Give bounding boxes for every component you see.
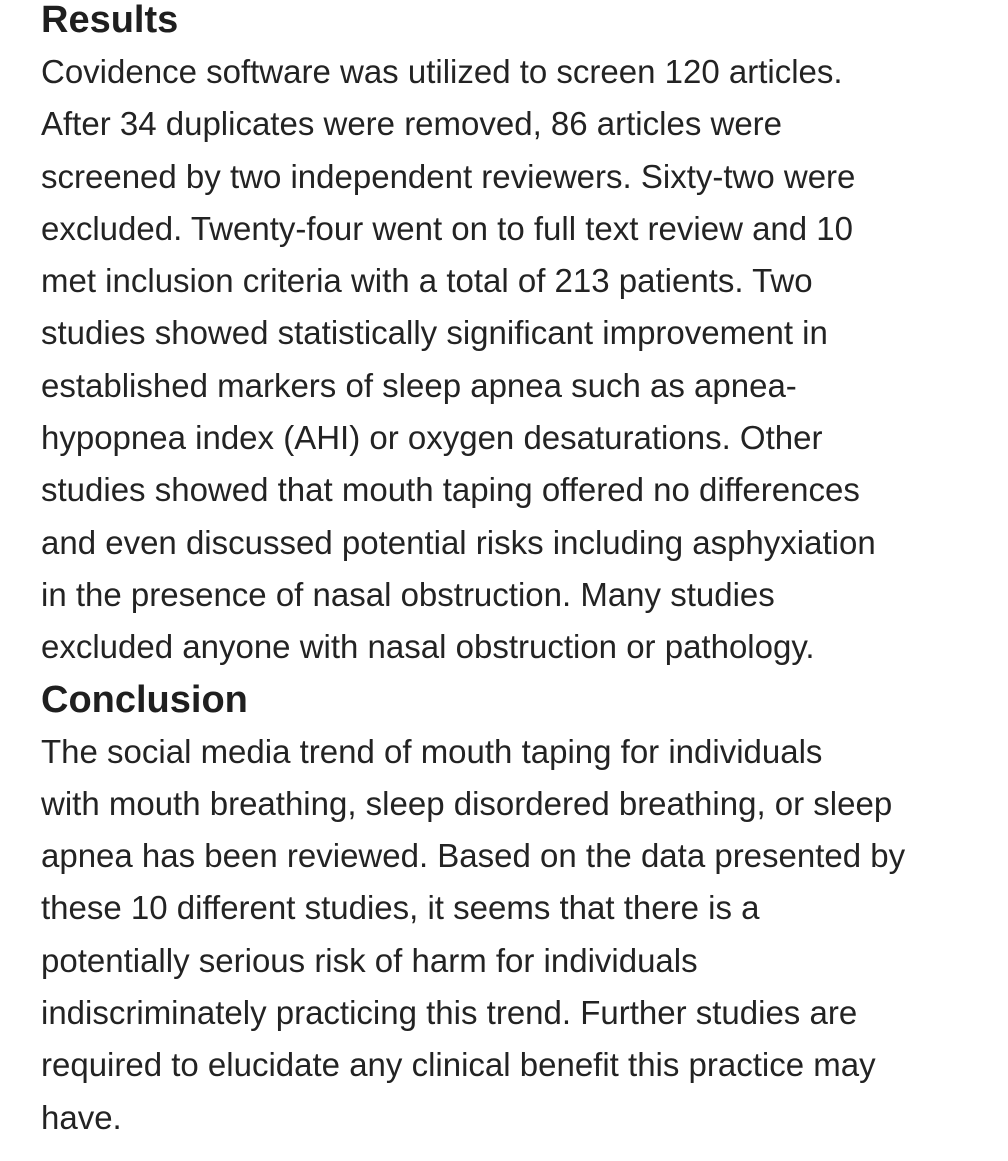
conclusion-heading: Conclusion (41, 678, 248, 721)
conclusion-line: The social media trend of mouth taping for individuals (41, 732, 823, 770)
results-line: excluded anyone with nasal obstruction or pathology. (41, 628, 815, 666)
results-line: in the presence of nasal obstruction. Many studies (41, 575, 775, 613)
conclusion-line: required to elucidate any clinical benefit this practice may (41, 1046, 876, 1084)
conclusion-line: with mouth breathing, sleep disordered breathing, or sleep (41, 784, 893, 822)
results-heading: Results (41, 0, 179, 41)
results-line: hypopnea index (AHI) or oxygen desaturations. Other (41, 419, 823, 457)
results-line: established markers of sleep apnea such as apnea- (41, 366, 797, 404)
results-paragraph (41, 46, 976, 674)
conclusion-line: apnea has been reviewed. Based on the data presented by (41, 837, 906, 875)
conclusion-section (41, 674, 976, 1144)
results-line: Covidence software was utilized to screen 120 articles. (41, 53, 843, 90)
conclusion-line: have. (41, 1098, 122, 1136)
abstract-document (41, 0, 976, 1144)
results-line: met inclusion criteria with a total of 213 patients. Two (41, 262, 813, 300)
results-line: studies showed statistically significant improvement in (41, 314, 828, 352)
results-line: excluded. Twenty-four went on to full text review and 10 (41, 209, 854, 247)
results-line: and even discussed potential risks including asphyxiation (41, 523, 876, 561)
results-line: studies showed that mouth taping offered no differences (41, 471, 860, 509)
results-line: screened by two independent reviewers. Sixty-two were (41, 157, 856, 195)
results-section (41, 0, 976, 674)
conclusion-line: potentially serious risk of harm for individuals (41, 941, 698, 979)
conclusion-line: these 10 different studies, it seems that there is a (41, 889, 760, 927)
conclusion-paragraph (41, 726, 976, 1144)
results-line: After 34 duplicates were removed, 86 articles were (41, 105, 783, 143)
conclusion-line: indiscriminately practicing this trend. Further studies are (41, 994, 858, 1032)
